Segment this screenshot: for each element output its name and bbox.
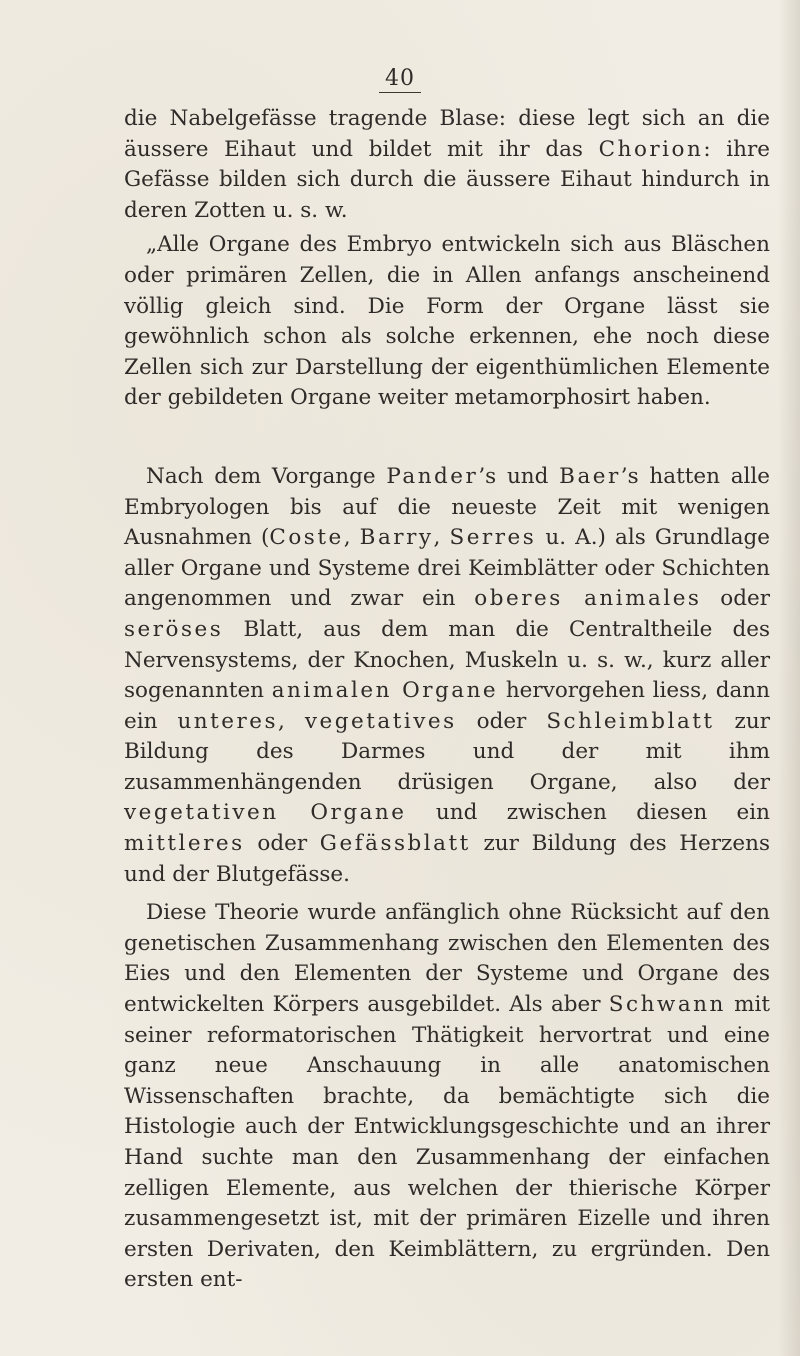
paragraph-4	[124, 898, 770, 1296]
text-run: Blatt, aus dem man die Centraltheile des Nervensystems, der Knochen, Muskeln u. s. w., kurz aller sogenannten	[124, 616, 770, 704]
spaced-emphasis: vegetativen Organe	[124, 800, 407, 826]
text-run: oder	[456, 708, 547, 734]
text-run: zur Bildung des Herzens und der Blutgefässe.	[124, 831, 770, 887]
text-run: oder	[701, 586, 770, 612]
text-run: ,	[433, 525, 450, 551]
spaced-emphasis: Baer	[559, 463, 621, 489]
spaced-emphasis: Schwann	[608, 992, 726, 1018]
text-run: ,	[343, 525, 360, 551]
spaced-emphasis: Coste	[269, 525, 344, 551]
text-run: u. A.) als Grundlage aller Organe und Systeme drei Keimblätter oder Schichten angenommen und zwar ein	[124, 525, 770, 612]
text-run: „Alle Organe des Embryo entwickeln sich aus Bläschen oder primären Zellen, die in Allen anfangs anscheinend völlig gleich sind. Die Form der Organe lässt sie gewöhnlich schon als solche erkennen, ehe noch diese Zellen sich zur Darstellung der eigenthümlichen Elemente der gebildeten Organe weiter metamorphosirt haben.	[124, 232, 770, 411]
text-run: zur Bildung des Darmes und der mit ihm zusammenhängenden drüsigen Organe, also der	[124, 708, 770, 795]
paragraph-3	[124, 462, 770, 890]
text-run: Diese Theorie wurde anfänglich ohne Rücksicht auf den genetischen Zusammenhang zwischen den Elementen des Eies und den Elementen der Systeme und Organe des entwickelten Körpers ausgebildet. Als aber	[124, 900, 770, 1018]
paragraph-2	[124, 230, 770, 414]
text-run: ’s hatten alle Embryologen bis auf die neueste Zeit mit wenigen Ausnahmen (	[124, 463, 770, 551]
text-run: ,	[278, 708, 305, 734]
text-run: oder	[244, 831, 320, 857]
spaced-emphasis: Schleimblatt	[546, 708, 715, 734]
page-edge-shadow	[778, 0, 800, 1356]
page-number	[0, 66, 800, 93]
text-run: ’s und	[478, 463, 560, 489]
text-run: : ihre Gefässe bilden sich durch die äussere Eihaut hindurch in deren Zotten u. s. w.	[124, 136, 770, 223]
text-run: Nach dem Vorgange	[146, 463, 387, 489]
text-run: und zwischen diesen ein	[406, 800, 771, 826]
spaced-emphasis: mittleres	[124, 831, 245, 857]
text-run: die Nabelgefässe tragende Blase: diese legt sich an die äussere Eihaut und bildet mit ihr das	[124, 106, 770, 162]
page-number-text: 40	[379, 66, 421, 93]
spaced-emphasis: Barry	[359, 525, 434, 551]
spaced-emphasis: unteres	[177, 708, 279, 734]
spaced-emphasis: vegetatives	[304, 708, 457, 734]
spaced-emphasis: Chorion	[598, 136, 704, 162]
text-run: hervorgehen liess, dann ein	[124, 678, 770, 734]
spaced-emphasis: Serres	[449, 525, 537, 551]
paragraph-1	[124, 104, 770, 226]
spaced-emphasis: Gefässblatt	[319, 831, 471, 857]
spaced-emphasis: oberes animales	[474, 586, 702, 612]
spaced-emphasis: Pander	[386, 463, 479, 489]
spaced-emphasis: animalen Organe	[271, 678, 499, 704]
body-text	[124, 104, 770, 1296]
text-run: mit seiner reformatorischen Thätigkeit hervortrat und eine ganz neue Anschauung in alle anatomischen Wissenschaften brachte, da bemächtigte sich die Histologie auch der Entwicklungsgeschichte und an ihrer Hand suchte man den Zusammenhang der einfachen zelligen Elemente, aus welchen der thierische Körper zusammengesetzt ist, mit der primären Eizelle und ihren ersten Derivaten, den Keimblättern, zu ergründen. Den ersten ent-	[124, 992, 770, 1293]
spaced-emphasis: seröses	[124, 616, 224, 642]
